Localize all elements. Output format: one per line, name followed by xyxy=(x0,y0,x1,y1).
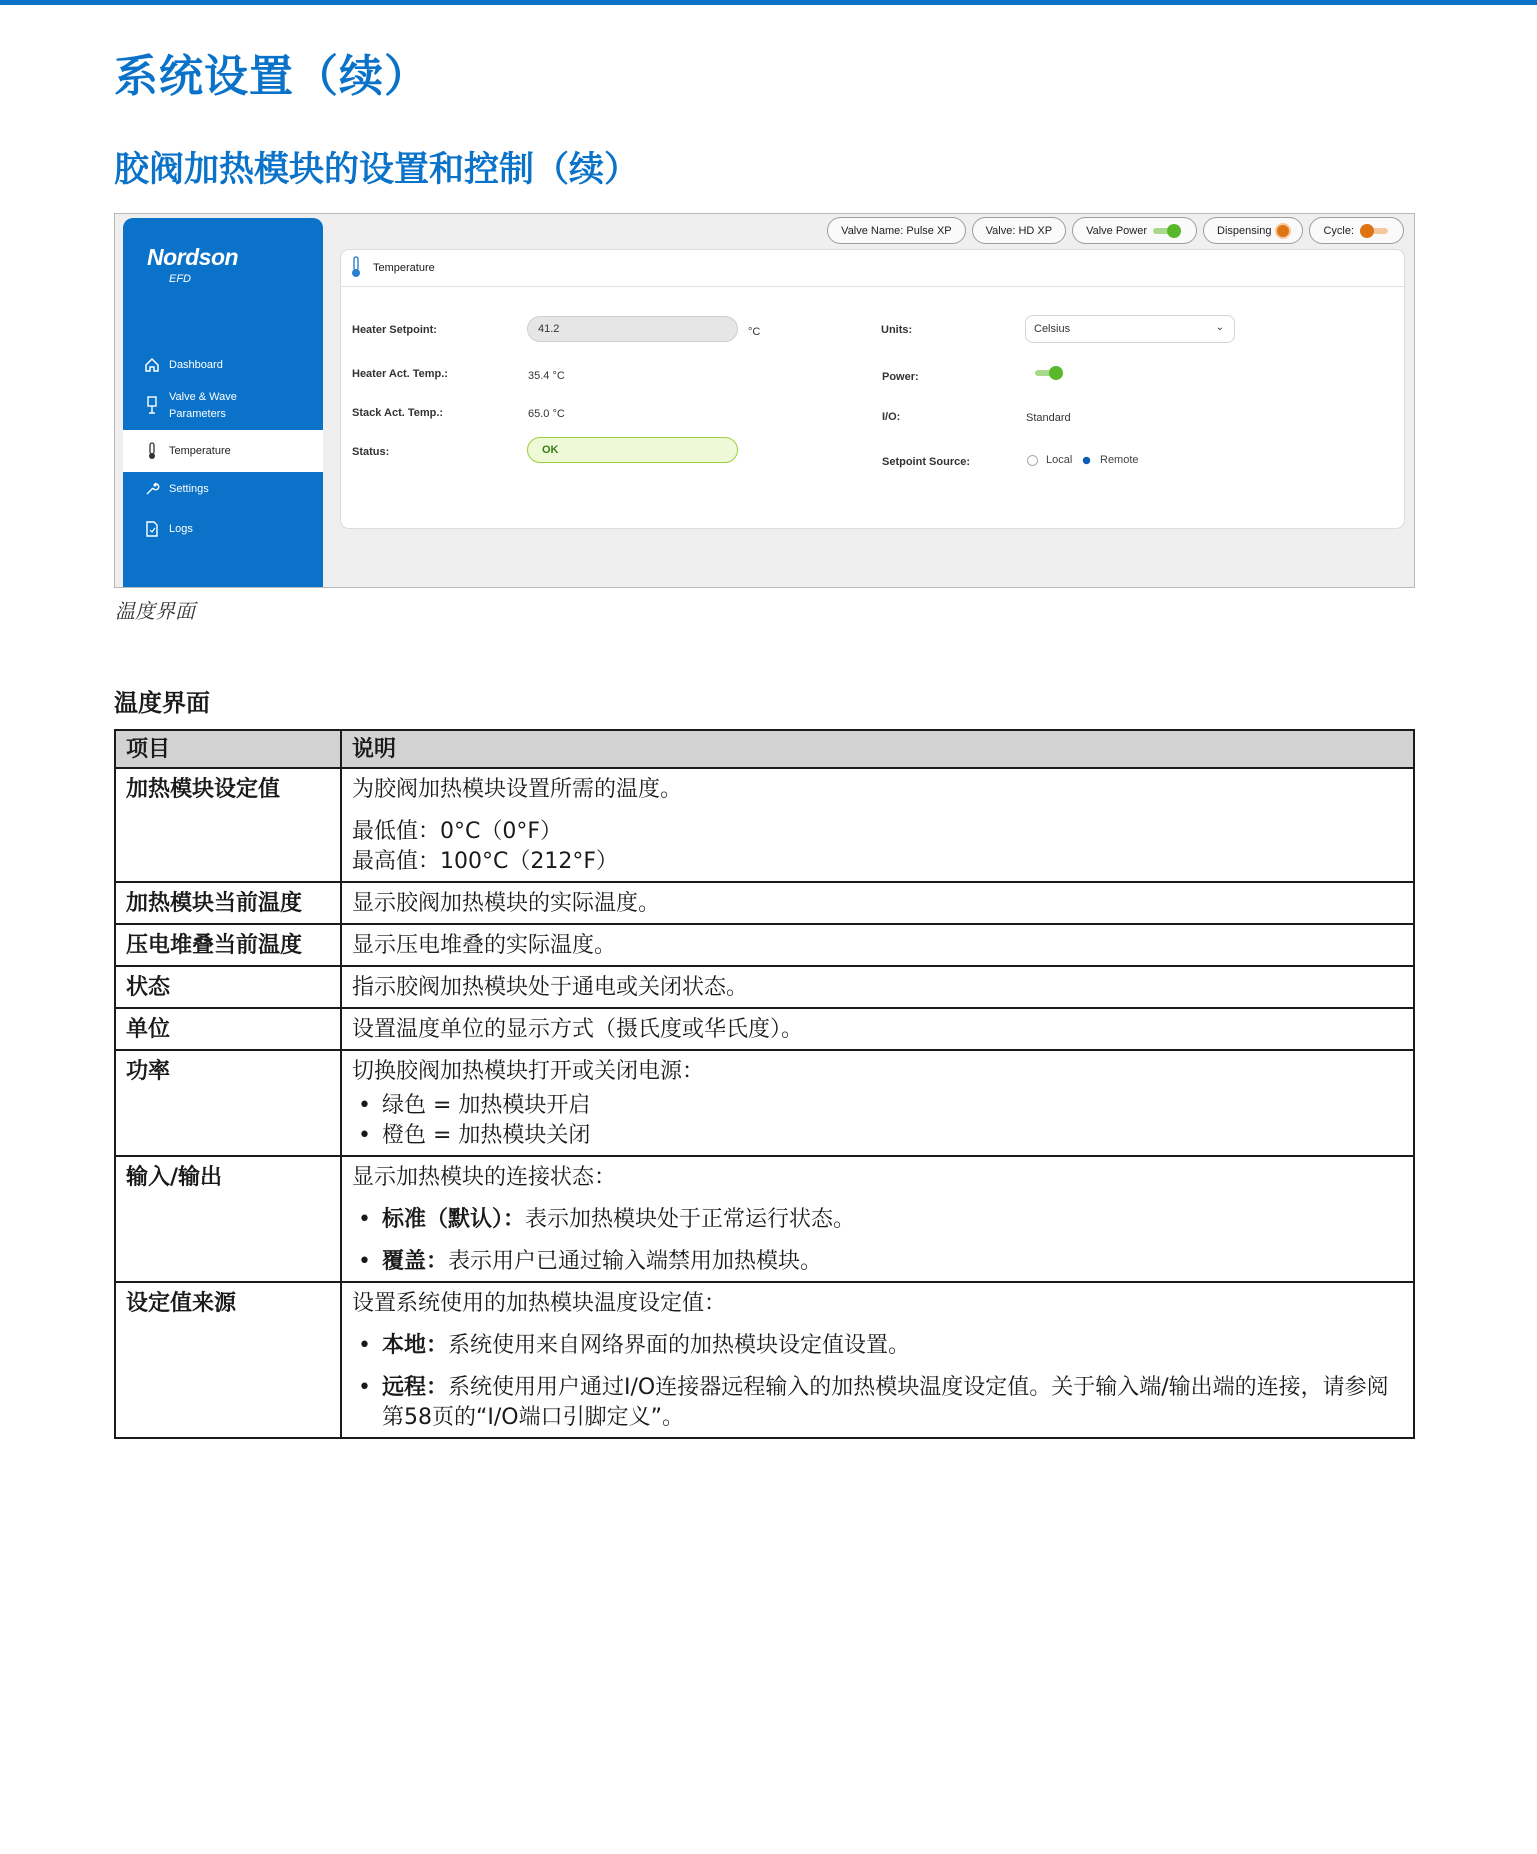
home-icon xyxy=(143,356,161,374)
nav-settings-label: Settings xyxy=(169,483,209,495)
valve-icon xyxy=(143,397,161,415)
status-badge: OK xyxy=(527,437,738,463)
table-title: 温度界面 xyxy=(114,689,210,717)
table-row xyxy=(115,966,1414,1008)
table-row xyxy=(115,768,1414,882)
wrench-icon xyxy=(143,480,161,498)
row-item: 加热模块设定值 xyxy=(115,768,341,882)
row-description: 设置系统使用的加热模块温度设定值： • 本地：系统使用来自网络界面的加热模块设定值设置。 • 远程：系统使用用户通过I/O连接器远程输入的加热模块温度设定值。关于输入端/输出端的连接，请参阅第58页的“I/O端口引脚定义”。 xyxy=(341,1282,1414,1438)
stack-act-label: Stack Act. Temp.: xyxy=(352,407,444,419)
bullet-item: • 覆盖：表示用户已通过输入端禁用加热模块。 xyxy=(352,1247,1403,1277)
units-label: Units: xyxy=(881,324,913,336)
row-item: 设定值来源 xyxy=(115,1282,341,1438)
row-item: 压电堆叠当前温度 xyxy=(115,924,341,966)
valve-power-toggle[interactable] xyxy=(1153,225,1183,237)
row-item: 单位 xyxy=(115,1008,341,1050)
row-description: 设置温度单位的显示方式（摄氏度或华氏度）。 xyxy=(341,1008,1414,1050)
temperature-screen-screenshot xyxy=(114,213,1415,588)
chevron-down-icon: ⌄ xyxy=(1215,322,1224,333)
table-row xyxy=(115,1050,1414,1156)
pill-valve-power[interactable]: Valve Power xyxy=(1072,217,1197,244)
header-description: 说明 xyxy=(341,730,1414,768)
units-select[interactable]: Celsius ⌄ xyxy=(1025,315,1235,343)
table-row xyxy=(115,924,1414,966)
heater-setpoint-unit: °C xyxy=(748,326,761,338)
description-table xyxy=(114,729,1415,1439)
table-row xyxy=(115,1282,1414,1438)
row-description: 切换胶阀加热模块打开或关闭电源： • 绿色 = 加热模块开启 • 橙色 = 加热模块关闭 xyxy=(341,1050,1414,1156)
bullet-item: • 橙色 = 加热模块关闭 xyxy=(352,1121,1403,1151)
io-value: Standard xyxy=(1026,412,1071,424)
pill-dispensing: Dispensing xyxy=(1203,217,1303,244)
status-pills xyxy=(827,217,1404,244)
thermometer-icon xyxy=(143,442,161,460)
power-toggle[interactable] xyxy=(1035,367,1065,379)
heater-act-label: Heater Act. Temp.: xyxy=(352,368,448,380)
figure-caption: 温度界面 xyxy=(115,599,195,623)
row-description: 指示胶阀加热模块处于通电或关闭状态。 xyxy=(341,966,1414,1008)
pill-valve-name: Valve Name: Pulse XP xyxy=(827,217,965,244)
pill-valve: Valve: HD XP xyxy=(972,217,1066,244)
table-header-row xyxy=(115,730,1414,768)
dispensing-indicator xyxy=(1277,225,1289,237)
table-row xyxy=(115,1156,1414,1282)
nav-dashboard[interactable] xyxy=(123,344,323,386)
temperature-card xyxy=(341,250,1404,528)
nav-valve-wave-parameters[interactable] xyxy=(123,385,323,427)
top-rule xyxy=(0,0,1537,5)
row-description: 为胶阀加热模块设置所需的温度。 最低值：0°C（0°F） 最高值：100°C（212°F） xyxy=(341,768,1414,882)
radio-local[interactable]: Local xyxy=(1027,454,1072,466)
card-divider xyxy=(341,286,1404,287)
nordson-logo: Nordson EFD xyxy=(147,244,239,285)
nav-dashboard-label: Dashboard xyxy=(169,359,223,371)
row-item: 状态 xyxy=(115,966,341,1008)
nav-logs[interactable] xyxy=(123,508,323,550)
cycle-indicator xyxy=(1360,225,1390,237)
bullet-item: • 远程：系统使用用户通过I/O连接器远程输入的加热模块温度设定值。关于输入端/输出端的连接，请参阅第58页的“I/O端口引脚定义”。 xyxy=(352,1373,1403,1433)
bullet-item: • 本地：系统使用来自网络界面的加热模块设定值设置。 xyxy=(352,1331,1403,1361)
row-description: 显示胶阀加热模块的实际温度。 xyxy=(341,882,1414,924)
row-item: 加热模块当前温度 xyxy=(115,882,341,924)
table-row xyxy=(115,1008,1414,1050)
row-description: 显示加热模块的连接状态： • 标准（默认）：表示加热模块处于正常运行状态。 • 覆盖：表示用户已通过输入端禁用加热模块。 xyxy=(341,1156,1414,1282)
sidebar xyxy=(123,218,323,588)
nav-temperature-label: Temperature xyxy=(169,445,231,457)
header-item: 项目 xyxy=(115,730,341,768)
stack-act-value: 65.0 °C xyxy=(528,408,565,420)
nav-logs-label: Logs xyxy=(169,523,193,535)
row-item: 输入/输出 xyxy=(115,1156,341,1282)
radio-remote[interactable]: Remote xyxy=(1081,454,1139,466)
io-label: I/O: xyxy=(882,411,901,423)
nav-temperature[interactable] xyxy=(123,430,323,472)
section-title: 胶阀加热模块的设置和控制（续） xyxy=(114,150,640,190)
power-label: Power: xyxy=(882,371,919,383)
row-item: 功率 xyxy=(115,1050,341,1156)
card-title: Temperature xyxy=(373,262,435,274)
nav-settings[interactable] xyxy=(123,468,323,510)
nav-valve-label-2: Parameters xyxy=(169,408,226,420)
bullet-item: • 绿色 = 加热模块开启 xyxy=(352,1091,1403,1121)
page-title: 系统设置（续） xyxy=(114,51,429,102)
heater-setpoint-label: Heater Setpoint: xyxy=(352,324,437,336)
heater-setpoint-input[interactable]: 41.2 xyxy=(527,316,738,342)
status-label: Status: xyxy=(352,446,390,458)
heater-act-value: 35.4 °C xyxy=(528,370,565,382)
row-description: 显示压电堆叠的实际温度。 xyxy=(341,924,1414,966)
thermometer-icon xyxy=(349,256,363,281)
document-icon xyxy=(143,520,161,538)
bullet-item: • 标准（默认）：表示加热模块处于正常运行状态。 xyxy=(352,1205,1403,1235)
pill-cycle: Cycle: xyxy=(1309,217,1404,244)
nav-valve-label-1: Valve & Wave xyxy=(169,391,237,403)
setpoint-source-label: Setpoint Source: xyxy=(882,456,971,468)
table-row xyxy=(115,882,1414,924)
